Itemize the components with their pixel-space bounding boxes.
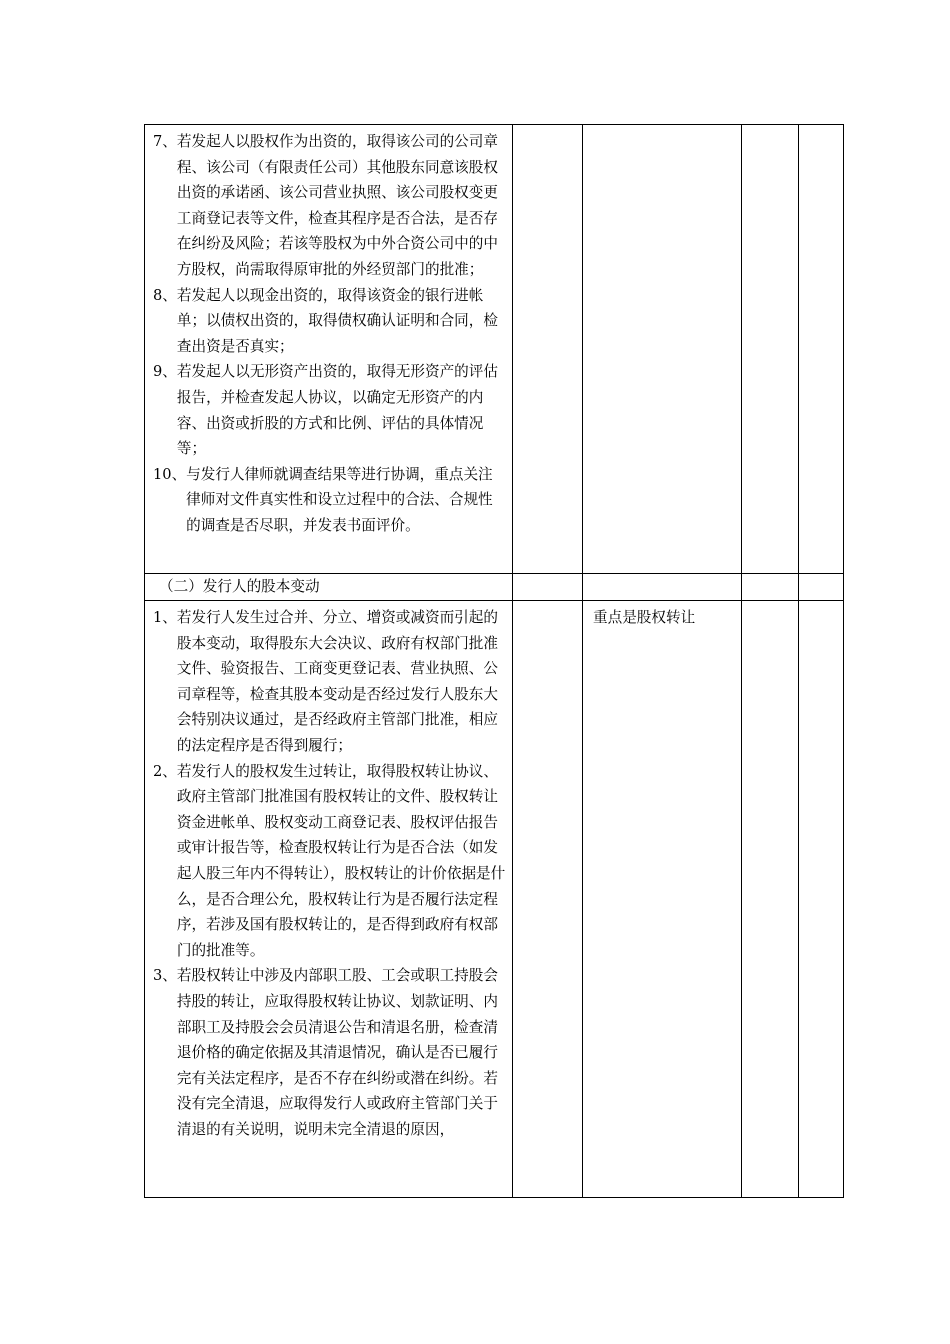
item-number: 9、 [153, 363, 177, 381]
item-text: 若股权转让中涉及内部职工股、工会或职工持股会持股的转让，应取得股权转让协议、划款证明、内部职工及持股会会员清退公告和清退名册，检查清退价格的确定依据及其清退情况，确认是否已履行完有关法定程序，是否不存在纠纷或潜在纠纷。若没有完全清退，应取得发行人或政府主管部门关于清退的有关说明，说明未完全清退的原因， [176, 967, 498, 1138]
due-diligence-table [144, 124, 844, 1198]
item-number: 1、 [153, 609, 177, 626]
section-heading: （二）发行人的股本变动 [159, 578, 320, 595]
section-heading-cell [145, 574, 513, 601]
empty-cell [799, 574, 844, 601]
list-item [153, 963, 506, 1142]
item-text: 与发行人律师就调查结果等进行协调，重点关注律师对文件真实性和设立过程中的合法、合规性的调查是否尽职，并发表书面评价。 [186, 465, 493, 534]
item-number: 7、 [153, 133, 177, 150]
item-number: 3、 [153, 967, 177, 985]
list-item [153, 462, 506, 539]
empty-cell [799, 125, 844, 574]
list-item [153, 129, 506, 283]
note-cell [583, 601, 742, 1198]
list-item [153, 283, 506, 360]
note-text: 重点是股权转让 [593, 609, 696, 626]
empty-cell [513, 574, 583, 601]
item-number: 8、 [153, 286, 177, 304]
item-number: 2、 [153, 762, 177, 780]
empty-cell [742, 601, 799, 1198]
table-row [145, 574, 844, 601]
empty-cell [742, 574, 799, 601]
empty-cell [513, 601, 583, 1198]
item-text: 若发起人以无形资产出资的，取得无形资产的评估报告，并检查发起人协议，以确定无形资产的内容、出资或折股的方式和比例、评估的具体情况等； [176, 363, 498, 458]
table-row [145, 125, 844, 574]
list-item [153, 759, 506, 964]
item-text: 若发起人以现金出资的，取得该资金的银行进帐单；以债权出资的，取得债权确认证明和合同，检查出资是否真实； [176, 286, 498, 355]
note-cell [583, 125, 742, 574]
empty-cell [513, 125, 583, 574]
list-item [153, 605, 506, 759]
empty-cell [583, 574, 742, 601]
empty-cell [799, 601, 844, 1198]
procedure-cell [145, 125, 513, 574]
item-text: 若发起人以股权作为出资的，取得该公司的公司章程、该公司（有限责任公司）其他股东同意该股权出资的承诺函、该公司营业执照、该公司股权变更工商登记表等文件，检查其程序是否合法，是否存在纠纷及风险；若该等股权为中外合资公司中的中方股权，尚需取得原审批的外经贸部门的批准； [176, 133, 498, 278]
table-row [145, 601, 844, 1198]
list-item [153, 359, 506, 461]
item-text: 若发行人发生过合并、分立、增资或减资而引起的股本变动，取得股东大会决议、政府有权部门批准文件、验资报告、工商变更登记表、营业执照、公司章程等，检查其股本变动是否经过发行人股东大会特别决议通过，是否经政府主管部门批准，相应的法定程序是否得到履行； [176, 609, 498, 754]
empty-cell [742, 125, 799, 574]
procedure-cell [145, 601, 513, 1198]
item-text: 若发行人的股权发生过转让，取得股权转让协议、政府主管部门批准国有股权转让的文件、股权转让资金进帐单、股权变动工商登记表、股权评估报告或审计报告等，检查股权转让行为是否合法（如发起人股三年内不得转让），股权转让的计价依据是什么，是否合理公允，股权转让行为是否履行法定程序，若涉及国有股权转让的，是否得到政府有权部门的批准等。 [176, 762, 506, 959]
item-number: 10、 [153, 465, 187, 483]
